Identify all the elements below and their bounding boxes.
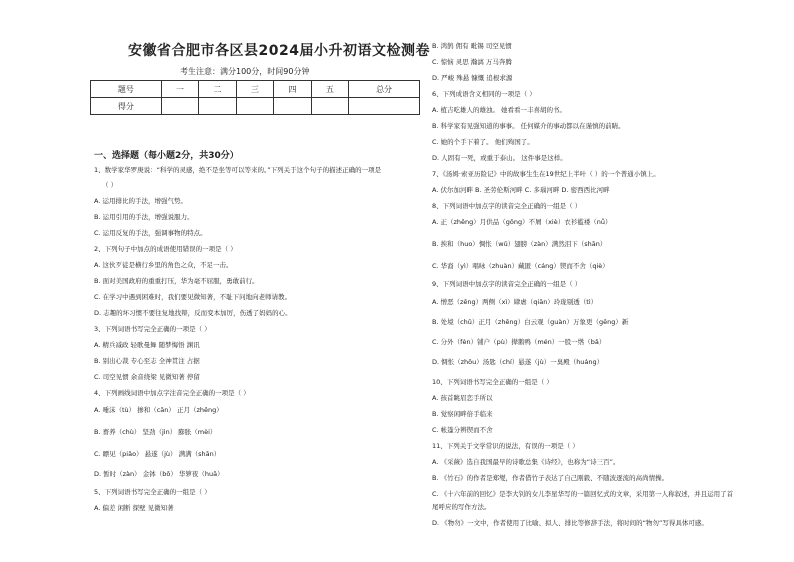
option-line: A. 憎恶（zēng）两侧（xì）肆虐（qiān）玲珑剔透（tì） (432, 298, 598, 306)
question-line: 6、下列成语含义相同的一项是（ ） (432, 90, 536, 98)
score-table-header-row (91, 81, 420, 98)
score-cell (236, 98, 273, 115)
option-line: D. 《物勿》一文中，作者使用了比喻、拟人、排比等修辞手法，将时间的“物勿”写得具体可感。 (432, 519, 708, 527)
question-line: 9、下列词语中加点字的读音完全正确的一组是（ ） (432, 280, 582, 288)
option-line: B. 运用引用的手法，增强说服力。 (94, 213, 194, 221)
option-line: D. 暂时（zàn） 金钵（bō） 华箩夜（huā） (94, 470, 224, 478)
question-line: 2、下列句子中加点的成语使用错误的一项是（ ） (94, 245, 237, 253)
option-line: C. 她的个手下着了。 他们殉国了。 (432, 138, 534, 146)
option-line: C. 帐篷分辨锲而不舍 (432, 426, 493, 434)
score-table (90, 80, 420, 115)
score-header-cell: 二 (199, 81, 236, 98)
score-cell (349, 98, 420, 115)
option-line: C. 华裔（yì）唱咏（zhuàn）藏匿（cáng）锲而不舍（qiè） (432, 262, 609, 270)
score-cell (274, 98, 311, 115)
score-row-label: 得分 (91, 98, 162, 115)
option-line: C. 惊恼 灵思 瀚漓 万马奔腾 (432, 58, 512, 66)
question-line: 10、下列词语书写完全正确的一组是（ ） (432, 378, 553, 386)
option-line: B. 畜养（chù） 坚劲（jìn） 膨胀（mèi） (94, 428, 217, 436)
score-cell (311, 98, 348, 115)
option-line: D. 惆怅（zhōu）汤匙（chí）悬遂（jù）一臭殿（huáng） (432, 358, 604, 366)
question-line: 5、下列词语书写完全正确的一组是（ ） (94, 488, 211, 496)
score-header-cell: 总分 (349, 81, 420, 98)
score-header-cell: 五 (311, 81, 348, 98)
option-line: A. 唾沫（tù） 掺和（cān） 正月（zhēng） (94, 406, 223, 414)
section-title: 一、选择题（每小题2分，共30分） (94, 151, 239, 161)
question-line: 1、数学家华罗庚说：“科学的灵感，绝不是坐等可以等来的。”下列关于这个句子的描述正确的一项是 (94, 166, 382, 174)
question-line: 3、下列词语书写完全正确的一项是（ ） (94, 325, 211, 333)
option-line: A. 正（zhēng）月供品（gōng）不屑（xiè）衣衫褴褛（nǚ） (432, 218, 612, 226)
option-line: B. 科学家有见强知道的事事。 任何媒介的事动都以在谨慎的前睛。 (432, 122, 625, 130)
score-header-cell: 题号 (91, 81, 162, 98)
option-line: C. 运用反复的手法，强调事物的特点。 (94, 229, 207, 237)
option-line: B. 觉察闲畔倍手临来 (432, 410, 493, 418)
option-line: A. 伏尔加河畔 B. 圣劳伦斯河畔 C. 多瑙河畔 D. 密西西比河畔 (432, 186, 610, 194)
option-line: C. 分外（fèn）铺户（pù）撵鹅鸭（mén）一股一绺（bǎ） (432, 338, 606, 346)
option-line: B. 挨和（huo）惆怅（wǔ）翅膀（zàn）满然泪下（shān） (432, 240, 607, 248)
option-line: B. 别出心裁 专心至志 全神贯注 占据 (94, 357, 200, 365)
score-cell (161, 98, 198, 115)
exam-notice: 考生注意：满分100分，时间90分钟 (180, 67, 310, 76)
score-header-cell: 一 (161, 81, 198, 98)
option-line: C. 司空见惯 余音绕梁 见微知著 停留 (94, 373, 200, 381)
option-line: D. 严峻 殊悬 慷慨 追根求源 (432, 74, 513, 82)
option-line: D. 志趣的坏习惯不要往复地找辩，反而变本加厉，伤透了妈妈的心。 (94, 309, 292, 317)
question-line: 11、下列关于文学常识的说法，有误的一项是（ ） (432, 442, 579, 450)
question-line: 4、下列画线词语中加点字注音完全正确的一项是（ ） (94, 389, 250, 397)
option-line: D. 人固有一死，或重于泰山。 这件事是这样。 (432, 154, 567, 162)
option-line: B. 《竹石》的作者是郑燮，作者借竹子表达了自己刚毅、不随波逐流的高尚情操。 (432, 474, 669, 482)
option-line: C. 瞟见（piǎo） 悬遂（jù） 满满（shān） (94, 450, 221, 458)
option-line: B. 处境（chǔ）正月（zhēng）白云观（guàn）万象更（gēng）新 (432, 318, 629, 326)
option-line: A. 运用排比的手法，增强气势。 (94, 197, 187, 205)
option-line: B. 鸿鹄 佣有 毗锡 司空见惯 (432, 42, 512, 50)
question-line: 8、下列词语中加点字的读音完全正确的一组是（ ） (432, 202, 582, 210)
option-line: A. 精兵减政 轻歌曼舞 随梦悔悟 渊讯 (94, 341, 200, 349)
option-line: A. 偏差 闲断 探壁 见微知著 (94, 504, 174, 512)
option-line: A. 《采薇》选自我国最早的诗歌总集《诗经》，也称为“诗三百”。 (432, 458, 620, 466)
score-header-cell: 三 (236, 81, 273, 98)
option-line: A. 植吉吃雄人的雄浊。 她看看一丰喜胡的书。 (432, 106, 567, 114)
question-line: （ ） (102, 181, 118, 189)
option-line: 尾呼应的写作方法。 (432, 503, 491, 511)
option-line: A. 这伙歹徒是横行乡里的角色之众，不足一击。 (94, 261, 233, 269)
score-header-cell: 四 (274, 81, 311, 98)
option-line: A. 孩首眺眉恋手所以 (432, 394, 493, 402)
option-line: B. 面对美国政府的重重打压，华为毫不屈服，勇敢前行。 (94, 277, 259, 285)
option-line: C. 在学习中遇到困难时，我们要见微知著，不耻下问地向老师请教。 (94, 293, 292, 301)
score-cell (199, 98, 236, 115)
option-line: C. 《十六年前的回忆》是李大钊的女儿李星华写的一篇回忆式的文章，采用第一人称叙述，并且运用了首 (432, 490, 734, 498)
question-line: 7、《汤姆·索亚历险记》中的故事生生在19世纪上半叶（ ）的一个普通小镇上。 (432, 170, 660, 178)
score-table-score-row (91, 98, 420, 115)
exam-title: 安徽省合肥市各区县2024届小升初语文检测卷 (128, 43, 430, 59)
